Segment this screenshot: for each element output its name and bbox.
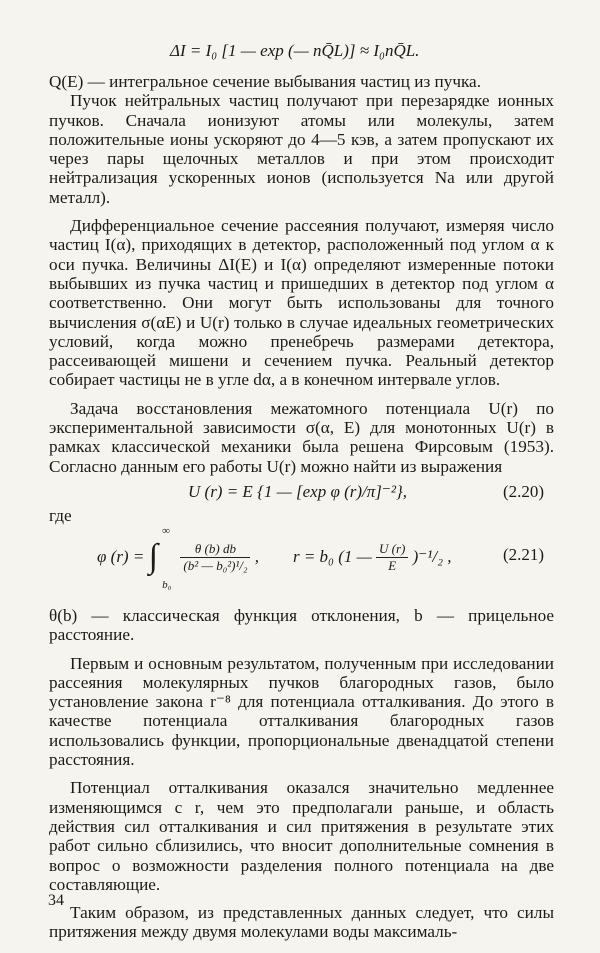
integral-sign: ∫ — [148, 538, 158, 575]
equation-number-2-21: (2.21) — [503, 545, 545, 564]
paragraph-repulsion-potential: Потенциал отталкивания оказался значительно медленнее изменяющимся с r, чем это предполагали раньше, и область действия сил отталкивания и сил притяжения в результате этих работ сильно сблизились, что вносит дополнительные сомнения в вопрос о возможности разделения полного потенциала на две составляющие. — [49, 778, 554, 894]
paragraph-first-result: Первым и основным результатом, полученным при исследовании рассеяния молекулярных пучков благородных газов, было установление закона r⁻⁸ для потенциала отталкивания. До этого в качестве потенциала отталкивания благородных газов использовались функции, пропорциональные двенадцатой степени расстояния. — [49, 653, 554, 770]
paragraph-theta-definition: θ(b) — классическая функция отклонения, b — прицельное расстояние. — [49, 606, 554, 645]
paragraph-neutral-beam: Пучок нейтральных частиц получают при перезарядке ионных пучков. Сначала ионизуют атомы или молекулы, затем положительные ионы ускоряют до 4—5 кэв, а затем пропускают их через пары щелочных металлов и при этом происходит нейтрализация ускоренных ионов (используется Na или другой металл). — [49, 91, 554, 207]
paragraph-potential-task: Задача восстановления межатомного потенциала U(r) по экспериментальной зависимости σ(α, E) для монотонных U(r) в рамках классической механики была решена Фирсовым (1953). Согласно данным его работы U(r) можно найти из выражения — [49, 398, 554, 476]
paragraph-q-definition: Q(E) — интегральное сечение выбывания частиц из пучка. — [49, 72, 481, 91]
equation-2-20: U (r) = E {1 — [exp φ (r)/π]⁻²}, — [188, 482, 408, 501]
text-block-2 — [49, 606, 554, 942]
gde-label: где — [49, 506, 72, 525]
paragraph-conclusion: Таким образом, из представленных данных следует, что силы притяжения между двумя молекулами воды максималь- — [49, 903, 554, 942]
equation-2-21: φ (r) = ∫ ∞ b₀ $\frac{\theta (b) db}{\text{(b² — b₀²)¹/₂}}$ , r = b₀ (1 — $\frac{U (r)}{E}$ )⁻¹/₂ , — [97, 525, 452, 591]
equation-top: ΔI = I₀ [1 — exp (— nQ̄L)] ≈ I₀nQ̄L. — [170, 41, 420, 60]
integral-limits: ∞ b₀ — [162, 525, 172, 591]
paragraph-differential-section: Дифференциальное сечение рассеяния получают, измеряя число частиц I(α), приходящих в детектор, расположенный под углом α к оси пучка. Величины ΔI(E) и I(α) определяют измеренные потоки выбывших из пучка частиц и пришедших в детектор под углом α соответственно. Они могут быть использованы для точного вычисления σ(αE) и U(r) только в случае идеальных геометрических условий, когда можно пренебречь размерами детектора, рассеивающей мишени и сечением пучка. Реальный детектор собирает частицы не в угле dα, а в конечном интервале углов. — [49, 216, 554, 390]
fraction-theta: $\frac{\theta (b) db}{\text{(b² — b₀²)¹/₂}}$ — [180, 541, 250, 574]
fraction-u-over-e: $\frac{U (r)}{E}$ — [376, 541, 408, 574]
page-number: 34 — [48, 892, 64, 909]
equation-number-2-20: (2.20) — [503, 482, 545, 501]
text-block-1 — [49, 72, 554, 476]
